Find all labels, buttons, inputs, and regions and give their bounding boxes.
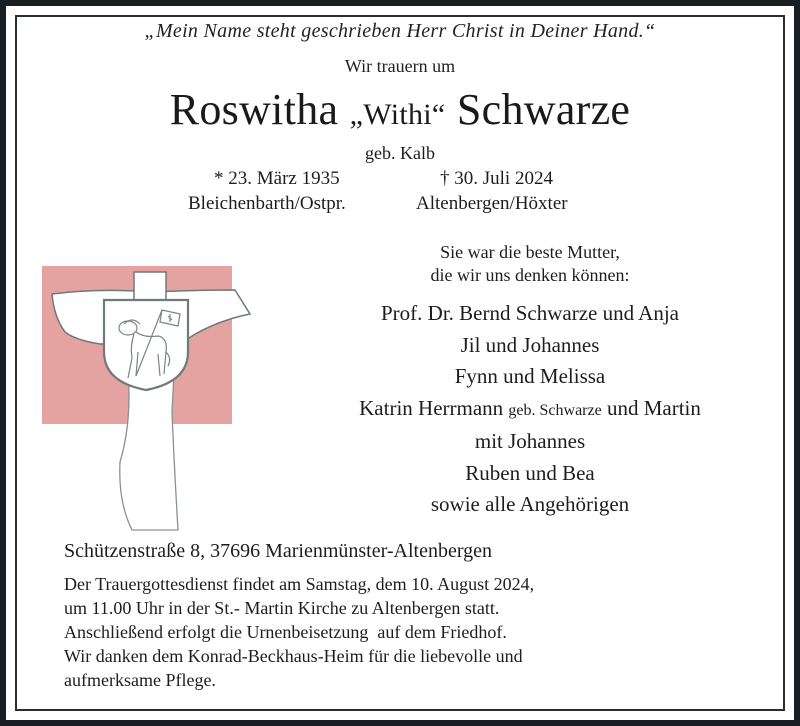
notice-line: aufmerksame Pflege. — [64, 670, 216, 690]
death-cross-icon: † — [440, 168, 450, 189]
birth-date: * 23. März 1935 — [214, 168, 340, 189]
tribute-text — [280, 241, 780, 287]
nickname: „Withi“ — [349, 98, 446, 131]
family-line: Ruben und Bea — [465, 460, 595, 485]
birth-place: Bleichenbarth/Ostpr. — [188, 193, 346, 214]
motto-quote: „Mein Name steht geschrieben Herr Christ in Deiner Hand.“ — [144, 20, 656, 42]
death-place: Altenbergen/Höxter — [416, 193, 568, 214]
family-line: Prof. Dr. Bernd Schwarze und Anja — [380, 301, 680, 325]
maiden-name-small: geb. Schwarze — [508, 401, 602, 419]
notice-line: Wir danken dem Konrad-Beckhaus-Heim für die liebevolle und — [64, 646, 523, 666]
first-name: Roswitha — [169, 85, 339, 134]
tribute-line: Sie war die beste Mutter, — [440, 242, 620, 262]
address: Schützenstraße 8, 37696 Marienmünster-Altenbergen — [64, 540, 492, 562]
death-date: † 30. Juli 2024 — [440, 168, 553, 189]
intro-line: Wir trauern um — [344, 56, 456, 76]
service-notice — [64, 572, 764, 692]
family-line: Katrin Herrmann geb. Schwarze und Martin — [359, 395, 701, 420]
deceased-name — [0, 84, 800, 135]
family-line: Jil und Johannes — [460, 332, 600, 357]
birth-star-icon: * — [214, 168, 224, 189]
family-line: sowie alle Angehörigen — [430, 492, 630, 516]
family-line: mit Johannes — [474, 429, 586, 453]
notice-line: um 11.00 Uhr in der St.- Martin Kirche zu Altenbergen statt. — [64, 598, 500, 618]
family-list — [280, 298, 780, 521]
last-name: Schwarze — [456, 85, 631, 134]
tribute-line: die wir uns denken können: — [430, 265, 630, 285]
notice-line: Der Trauergottesdienst findet am Samstag, dem 10. August 2024, — [64, 574, 535, 594]
notice-line: Anschließend erfolgt die Urnenbeisetzung auf dem Friedhof. — [64, 622, 507, 642]
cross-with-lamb-of-god-shield-icon — [40, 262, 270, 532]
family-line: Fynn und Melissa — [454, 364, 606, 388]
maiden-name: geb. Kalb — [365, 143, 435, 163]
